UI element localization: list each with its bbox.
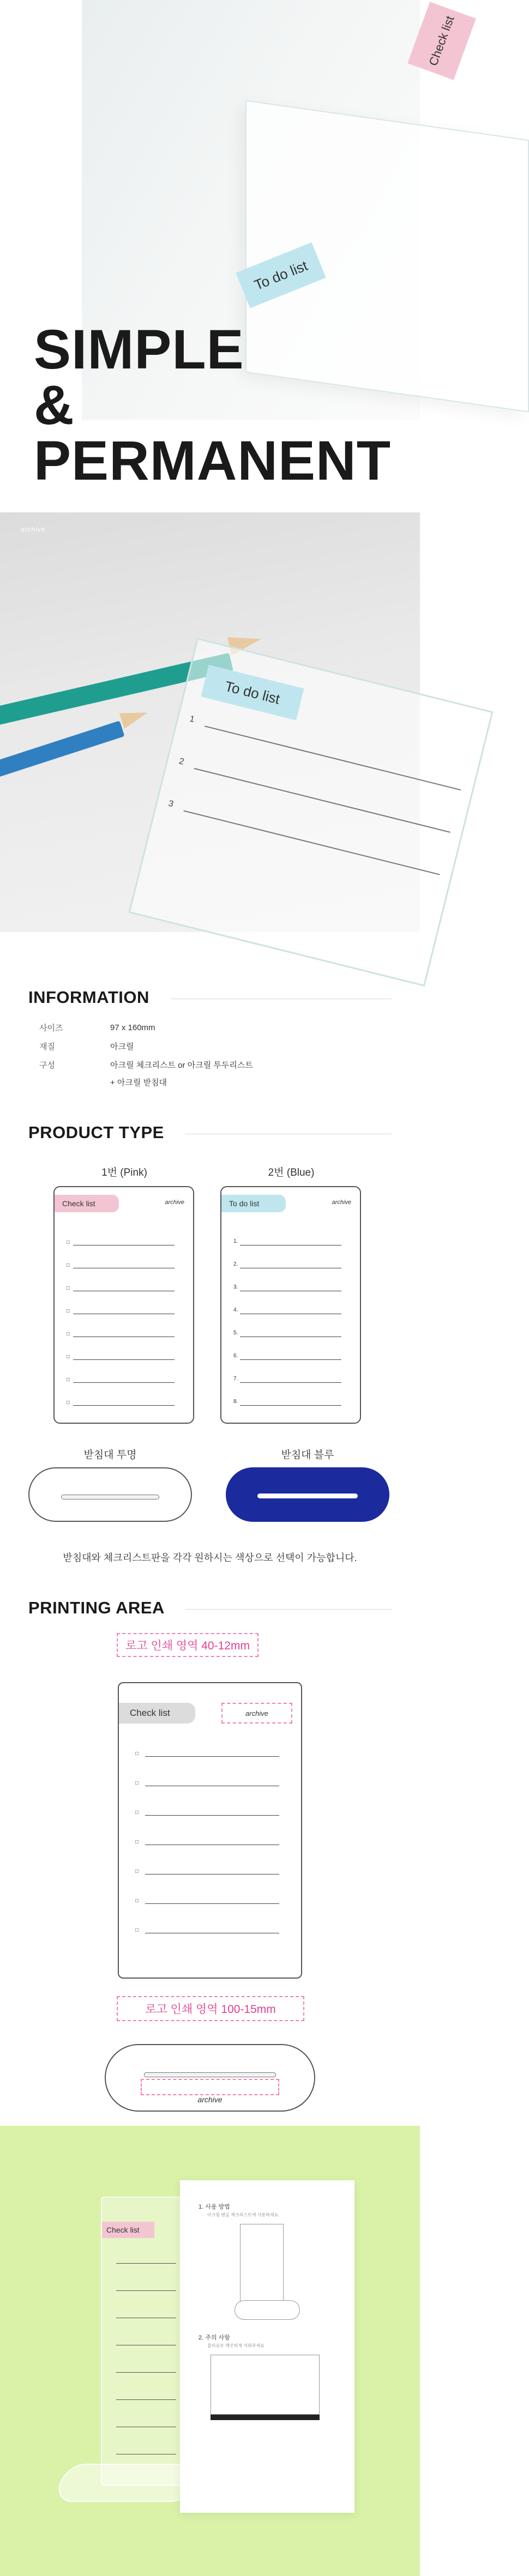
acrylic-checklist-photo [101, 2197, 183, 2486]
information-title: INFORMATION [28, 988, 149, 1007]
product-type-title: PRODUCT TYPE [28, 1123, 164, 1142]
card-chip: Check list [119, 1703, 195, 1724]
printing-area-title: PRINTING AREA [28, 1598, 165, 1617]
todo-tag: To do list [236, 242, 326, 308]
brand-logo: archive [165, 1199, 184, 1206]
blue-pencil-tip [119, 705, 151, 729]
hero-title-line-1: SIMPLE [34, 318, 244, 380]
checklist-card-pink[interactable]: Check list archive □ □ □ □ □ □ □ □ [53, 1186, 194, 1424]
stand-logo-print-area [141, 2079, 279, 2095]
hero-section [0, 0, 457, 501]
information-table [39, 1018, 253, 1090]
hero-title [34, 318, 392, 492]
stand-blue[interactable] [226, 1467, 389, 1522]
product-photo [0, 512, 420, 932]
printing-area-card: Check list archive □ □ □ □ □ □ □ [118, 1682, 302, 1979]
type-pink-label: 1번 (Pink) [101, 1167, 147, 1178]
card-chip: Check list [55, 1195, 119, 1212]
mini-screen-illustration [211, 2355, 320, 2415]
instruction-heading-2: 2. 주의 사항 [199, 2335, 230, 2341]
stand-blue-label: 받침대 블루 [281, 1449, 334, 1461]
info-row-extra: + 아크릴 받침대 [110, 1078, 167, 1087]
logo-area-top-label: 로고 인쇄 영역 40-12mm [117, 1633, 259, 1657]
instruction-heading-1: 1. 사용 방법 [199, 2204, 230, 2210]
card-chip: Check list [102, 2222, 154, 2238]
logo-area-bottom-label: 로고 인쇄 영역 100-15mm [117, 1996, 304, 2021]
brand-logo: archive [197, 2095, 223, 2104]
logo-print-area: archive [221, 1703, 292, 1724]
info-row-composition: 구성 아크릴 체크리스트 or 아크릴 투두리스트 [39, 1060, 253, 1070]
blue-pencil [0, 721, 125, 778]
instruction-text-1: 아크릴 펜을 체크리스트에 사용하세요 [207, 2212, 279, 2217]
acrylic-todo-board: To do list 1 2 3 [128, 638, 493, 987]
type-blue-label: 2번 (Blue) [268, 1167, 315, 1178]
mini-stand-illustration [235, 2300, 300, 2320]
stand-clear[interactable] [28, 1467, 192, 1522]
info-row-material: 재질 아크릴 [39, 1042, 134, 1051]
printing-area-stand [105, 2044, 315, 2112]
stand-clear-label: 받침대 투명 [83, 1449, 137, 1461]
checklist-tag: Check list [407, 2, 476, 80]
mini-stand-bar [211, 2415, 320, 2420]
brand-logo: archive [21, 525, 46, 533]
mini-card-illustration [240, 2224, 284, 2306]
hero-title-line-3: PERMANENT [34, 430, 392, 492]
hero-title-line-2: & [34, 374, 75, 436]
card-chip: To do list [221, 1195, 286, 1212]
lifestyle-photo [0, 2126, 420, 2576]
todo-card-blue[interactable]: To do list archive 1. 2. 3. 4. 5. 6. 7. 8. [220, 1186, 361, 1424]
info-row-size: 사이즈 97 x 160mm [39, 1023, 155, 1033]
instruction-card [180, 2180, 354, 2513]
todo-tag: To do list [201, 665, 304, 721]
divider [185, 1609, 392, 1610]
brand-logo: archive [332, 1199, 351, 1206]
instruction-text-2: 물티슈로 깨끗하게 지워주세요 [207, 2343, 264, 2348]
option-note: 받침대와 체크리스트판을 각각 원하시는 색상으로 선택이 가능합니다. [63, 1552, 357, 1563]
